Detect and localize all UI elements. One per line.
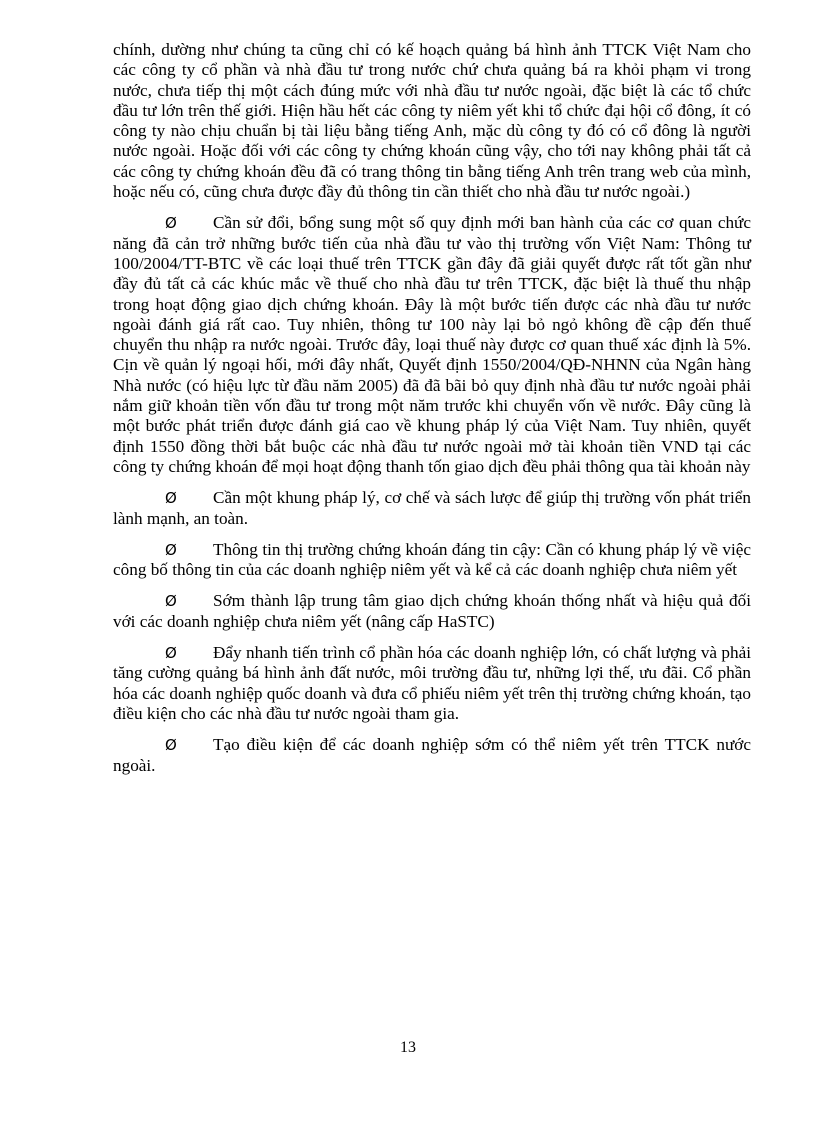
page-number: 13: [400, 1039, 416, 1056]
bullet-item-trading-center: [113, 591, 751, 632]
bullet-item-equitization: [113, 643, 751, 724]
bullet-text: Sớm thành lập trung tâm giao dịch chứng khoán thống nhất và hiệu quả đối với các doanh nghiệp chưa niêm yết (nâng cấp HaSTC): [113, 591, 751, 631]
bullet-text: Cần một khung pháp lý, cơ chế và sách lược để giúp thị trường vốn phát triển lành mạnh, an toàn.: [113, 488, 751, 528]
bullet-item-tax-regulation: [113, 213, 751, 477]
bullet-text: Cần sử đổi, bổng sung một số quy định mới ban hành của các cơ quan chức năng đã cản trở những bước tiến của nhà đầu tư vào thị trường vốn Việt Nam: Thông tư 100/2004/TT-BTC về các loại thuế trên TTCK gần đây đã giải quyết được rất tốt gần như đầy đủ tất cả các khúc mắc về thuế cho nhà đầu tư trên TTCK, đặc biệt là thuế thu nhập trong hoạt động giao dịch chứng khoán. Đây là một bước tiến được các nhà đầu tư nước ngoài đánh giá rất cao. Tuy nhiên, thông tư 100 này lại bỏ ngỏ không đề cập đến thuế chuyển thu nhập ra nước ngoài. Trước đây, loại thuế này được cơ quan thuế xác định là 5%. Cịn về quản lý ngoại hối, mới đây nhất, Quyết định 1550/2004/QĐ-NHNN của Ngân hàng Nhà nước (có hiệu lực từ đầu năm 2005) đã đã bãi bỏ quy định nhà đầu tư nước ngoài phải nắm giữ khoản tiền vốn đầu tư trong một năm trước khi chuyển vốn về nước. Đây cũng là một bước phát triển được đánh giá cao về khung pháp lý của Việt Nam. Tuy nhiên, quyết định 1550 đồng thời bắt buộc các nhà đầu tư nước ngoài mở tài khoản tiền VND tại các công ty chứng khoán để mọi hoạt động thanh tốn giao dịch đều phải thông qua tài khoản này: [113, 213, 751, 476]
bullet-arrow-icon: Ø: [165, 214, 177, 233]
bullet-arrow-icon: Ø: [165, 540, 177, 559]
document-page: [113, 40, 751, 776]
intro-paragraph: chính, dường như chúng ta cũng chỉ có kế hoạch quảng bá hình ảnh TTCK Việt Nam cho các công ty cổ phần và nhà đầu tư trong nước chứ chưa quảng bá ra khỏi phạm vi trong nước, chưa tiếp thị một cách đúng mức với nhà đầu tư nước ngoài, đặc biệt là các tổ chức đầu tư lớn trên thế giới. Hiện hầu hết các công ty niêm yết khi tổ chức đại hội cổ đông, ít có công ty nào chịu chuẩn bị tài liệu bằng tiếng Anh, mặc dù công ty đó có cổ đông là người nước ngoài. Hoặc đối với các công ty chứng khoán cũng vậy, cho tới nay không phải tất cả các công ty chứng khoán đều đã có trang thông tin bằng tiếng Anh trên trang web của mình, hoặc nếu có, cũng chưa được đầy đủ thông tin cần thiết cho nhà đầu tư nước ngoài.): [113, 40, 751, 202]
bullet-text: Tạo điều kiện để các doanh nghiệp sớm có thể niêm yết trên TTCK nước ngoài.: [113, 735, 751, 775]
bullet-item-legal-framework: [113, 488, 751, 529]
bullet-arrow-icon: Ø: [165, 644, 177, 663]
bullet-arrow-icon: Ø: [165, 592, 177, 611]
bullet-arrow-icon: Ø: [165, 489, 177, 508]
bullet-item-market-information: [113, 540, 751, 581]
bullet-item-foreign-listing: [113, 735, 751, 776]
bullet-arrow-icon: Ø: [165, 736, 177, 755]
bullet-text: Đẩy nhanh tiến trình cổ phần hóa các doanh nghiệp lớn, có chất lượng và phải tăng cường quảng bá hình ảnh đất nước, môi trường đầu tư, những lợi thế, ưu đãi. Cổ phần hóa các doanh nghiệp quốc doanh và đưa cổ phiếu niêm yết trên thị trường chứng khoán, tạo điều kiện cho các nhà đầu tư nước ngoài tham gia.: [113, 643, 751, 723]
bullet-text: Thông tin thị trường chứng khoán đáng tin cậy: Cần có khung pháp lý về việc công bố thông tin của các doanh nghiệp niêm yết và kể cả các doanh nghiệp chưa niêm yết: [113, 539, 751, 580]
